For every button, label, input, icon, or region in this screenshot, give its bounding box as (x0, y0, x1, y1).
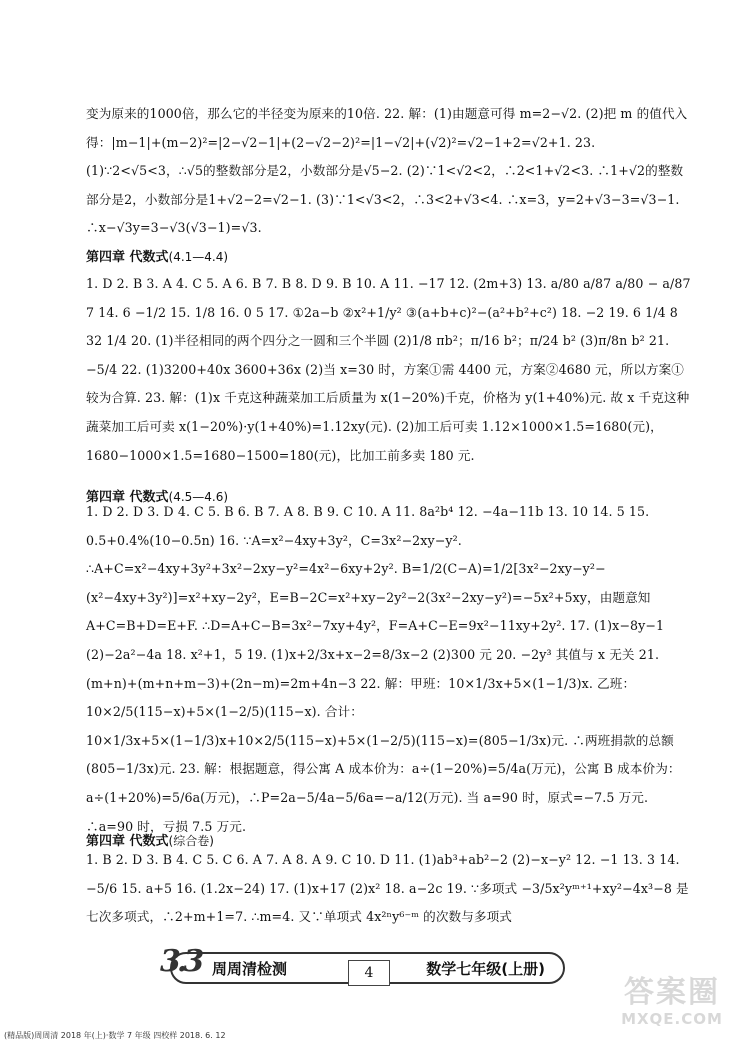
section-range: (4.5—4.6) (168, 490, 229, 504)
footer-right-label: 数学七年级(上册) (426, 959, 545, 978)
watermark-bottom-text: MXQE.COM (621, 1010, 723, 1028)
page-number: 4 (348, 960, 390, 986)
watermark-logo (602, 976, 742, 1040)
section-answers-4-5-4-6: 1. D 2. D 3. D 4. C 5. B 6. B 7. A 8. B 9. C 10. A 11. 8a²b⁴ 12. −4a−11b 13. 10 14. 5 15. 0.5+0.4%(10−0.5n) 16. ∵A=x²−4xy+3y²，C=3x²−2xy−y². ∴A+C=x²−4xy+3y²+3x²−2xy−y²=4x²−6xy+2y². B=1/2(C−A)=1/2[3x²−2xy−y²−(x²−4xy+3y²)]=x²+xy−2y²，E=B−2C=x²+xy−2y²−2(3x²−2xy−y²)=−5x²+5xy，由题意知 A+C=B+D=E+F. ∴D=A+C−B=3x²−7xy+4y²，F=A+C−E=9x²−11xy+2y². 17. (1)x−8y−1 (2)−2a²−4a 18. x²+1，5 19. (1)x+2/3x+x−2=8/3x−2 (2)300 元 20. −2y³ 其值与 x 无关 21. (m+n)+(m+n+m−3)+(2n−m)=2m+4n−3 22. 解：甲班：10×1/3x+5×(1−1/3)x. 乙班：10×2/5(115−x)+5×(1−2/5)(115−x). 合计：10×1/3x+5×(1−1/3)x+10×2/5(115−x)+5×(1−2/5)(115−x)=(805−1/3x)元. ∴两班捐款的总额(805−1/3x)元. 23. 解：根据题意，得公寓 A 成本价为：a÷(1−20%)=5/4a(万元)，公寓 B 成本价为：a÷(1+20%)=5/6a(万元)，∴P=2a−5/4a−5/6a=−a/12(万元). 当 a=90 时，原式=−7.5 万元. ∴a=90 时，亏损 7.5 万元. (86, 504, 681, 834)
section-title: 第四章 代数式 (86, 834, 169, 849)
section-range: (综合卷) (168, 834, 214, 848)
intro-answers: 变为原来的1000倍，那么它的半径变为原来的10倍. 22. 解：(1)由题意可得 m=2−√2. (2)把 m 的值代入得：|m−1|+(m−2)²=|2−√2−1|+(2−√2−2)²=|1−√2|+(√2)²=√2−1+2=√2+1. 23. (1)∵2<√5<3，∴√5的整数部分是2，小数部分是√5−2. (2)∵1<√2<2，∴2<1+√2<3. ∴1+√2的整数部分是2，小数部分是1+√2−2=√2−1. (3)∵1<√3<2，∴3<2+√3<4. ∴x=3，y=2+√3−3=√3−1. ∴x−√3y=3−√3(√3−1)=√3. (86, 106, 688, 236)
print-info: (精品版)周周清 2018 年(上)·数学 7 年级 四校样 2018. 6. 12 (4, 1031, 226, 1040)
section-title: 第四章 代数式 (86, 490, 169, 505)
section-range: (4.1—4.4) (168, 250, 229, 264)
watermark-top-text: 答案圈 (624, 975, 720, 1010)
section-answers-4-1-4-4: 1. D 2. B 3. A 4. C 5. A 6. B 7. B 8. D 9. B 10. A 11. −17 12. (2m+3) 13. a/80 a/87 a/80 − a/87 7 14. 6 −1/2 15. 1/8 16. 0 5 17. ①2a−b ②x²+1/y² ③(a+b+c)²−(a²+b²+c²) 18. −2 19. 6 1/4 8 32 1/4 20. (1)半径相同的两个四分之一圆和三个半圆 (2)1/8 πb²；π/16 b²；π/24 b² (3)π/8n b² 21. −5/4 22. (1)3200+40x 3600+36x (2)当 x=30 时，方案①需 4400 元，方案②4680 元，所以方案①较为合算. 23. 解：(1)x 千克这种蔬菜加工后质量为 x(1−20%)千克，价格为 y(1+40%)元. 故 x 千克这种蔬菜加工后可卖 x(1−20%)·y(1+40%)=1.12xy(元). (2)加工后可卖 1.12×1000×1.5=1680(元)，1680−1000×1.5=1680−1500=180(元)，比加工前多卖 180 元. (86, 276, 691, 463)
section-answers-comprehensive: 1. B 2. D 3. B 4. C 5. C 6. A 7. A 8. A 9. C 10. D 11. (1)ab³+ab²−2 (2)−x−y² 12. −1 13. 3 14. −5/6 15. a+5 16. (1.2x−24) 17. (1)x+17 (2)x² 18. a−2c 19. ∵多项式 −3/5x²yᵐ⁺¹+xy²−4x³−8 是七次多项式，∴2+m+1=7. ∴m=4. 又∵单项式 4x²ⁿy⁶⁻ᵐ 的次数与多项式 (86, 852, 689, 925)
section-title: 第四章 代数式 (86, 250, 169, 265)
footer-left-label: 周周清检测 (212, 959, 288, 978)
brand-logo: 3.3 (160, 944, 201, 979)
section-heading-4-1-4-4 (86, 246, 228, 265)
